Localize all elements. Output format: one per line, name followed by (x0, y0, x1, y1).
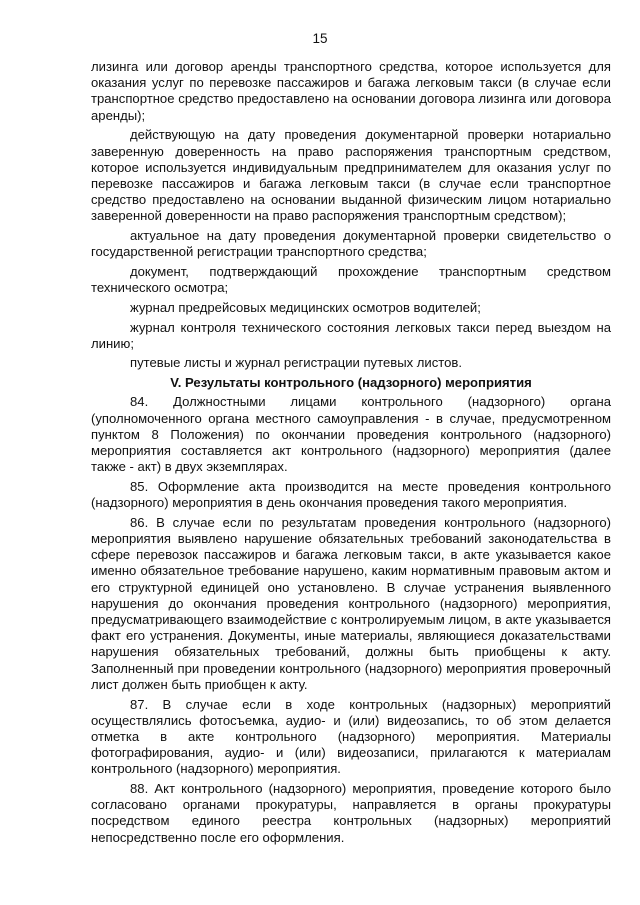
section-heading: V. Результаты контрольного (надзорного) мероприятия (170, 375, 532, 391)
paragraph-technical-control-log: журнал контроля технического состояния легковых такси перед выездом на линию; (91, 319, 611, 351)
paragraph-technical-inspection: документ, подтверждающий прохождение транспортным средством технического осмотра; (91, 263, 611, 296)
paragraph-power-of-attorney: действующую на дату проведения документарной проверки нотариально заверенную доверенность на право распоряжения транспортным средством, которое используется индивидуальным предпринимателем для оказания услуг по перевозке пассажиров и багажа легковым такси (в случае если транспортное средство предоставлено на основании выданной физическим лицом нотариально заверенной доверенности на право распоряжения транспортным средством); (91, 127, 611, 224)
document-body (91, 59, 611, 849)
page-number: 15 (312, 31, 328, 46)
clause-88: 88. Акт контрольного (надзорного) мероприятия, проведение которого было согласовано органами прокуратуры, направляется в органы прокуратуры посредством единого реестра контрольных (надзорных) мероприятий непосредственно после его оформления. (91, 781, 611, 845)
paragraph-registration-certificate: актуальное на дату проведения документарной проверки свидетельство о государственной регистрации транспортного средства; (91, 228, 611, 260)
paragraph-lease-continuation: лизинга или договор аренды транспортного средства, которое используется для оказания услуг по перевозке пассажиров и багажа легковым такси (в случае если транспортное средство предоставлено на основании договора лизинга или договора аренды); (91, 59, 611, 123)
clause-86: 86. В случае если по результатам проведения контрольного (надзорного) мероприятия выявлено нарушение обязательных требований законодательства в сфере перевозок пассажиров и багажа легковым такси, в акте указывается какое именно обязательное требование нарушено, каким нормативным правовым актом и его структурной единицей оно установлено. В случае устранения выявленного нарушения до окончания проведения контрольного (надзорного) мероприятия, предусматривающего взаимодействие с контролируемым лицом, в акте указывается факт его устранения. Документы, иные материалы, являющиеся доказательствами нарушения обязательных требований, должны быть приобщены к акту. Заполненный при проведении контрольного (надзорного) мероприятия проверочный лист должен быть приобщен к акту. (91, 514, 611, 692)
clause-84: 84. Должностными лицами контрольного (надзорного) органа (уполномоченного органа местного самоуправления - в случае, предусмотренном пунктом 8 Положения) по окончании проведения контрольного (надзорного) мероприятия составляется акт контрольного (надзорного) мероприятия (далее также - акт) в двух экземплярах. (91, 394, 611, 475)
paragraph-waybills: путевые листы и журнал регистрации путевых листов. (130, 355, 463, 371)
clause-85: 85. Оформление акта производится на месте проведения контрольного (надзорного) мероприятия в день окончания проведения такого мероприятия. (91, 478, 611, 511)
clause-87: 87. В случае если в ходе контрольных (надзорных) мероприятий осуществлялись фотосъемка, аудио- и (или) видеозапись, то об этом делается отметка в акте контрольного (надзорного) мероприятия. Материалы фотографирования, аудио- и (или) видеозаписи, прилагаются к материалам контрольного (надзорного) мероприятия. (91, 696, 611, 777)
paragraph-medical-log: журнал предрейсовых медицинских осмотров водителей; (130, 299, 481, 315)
